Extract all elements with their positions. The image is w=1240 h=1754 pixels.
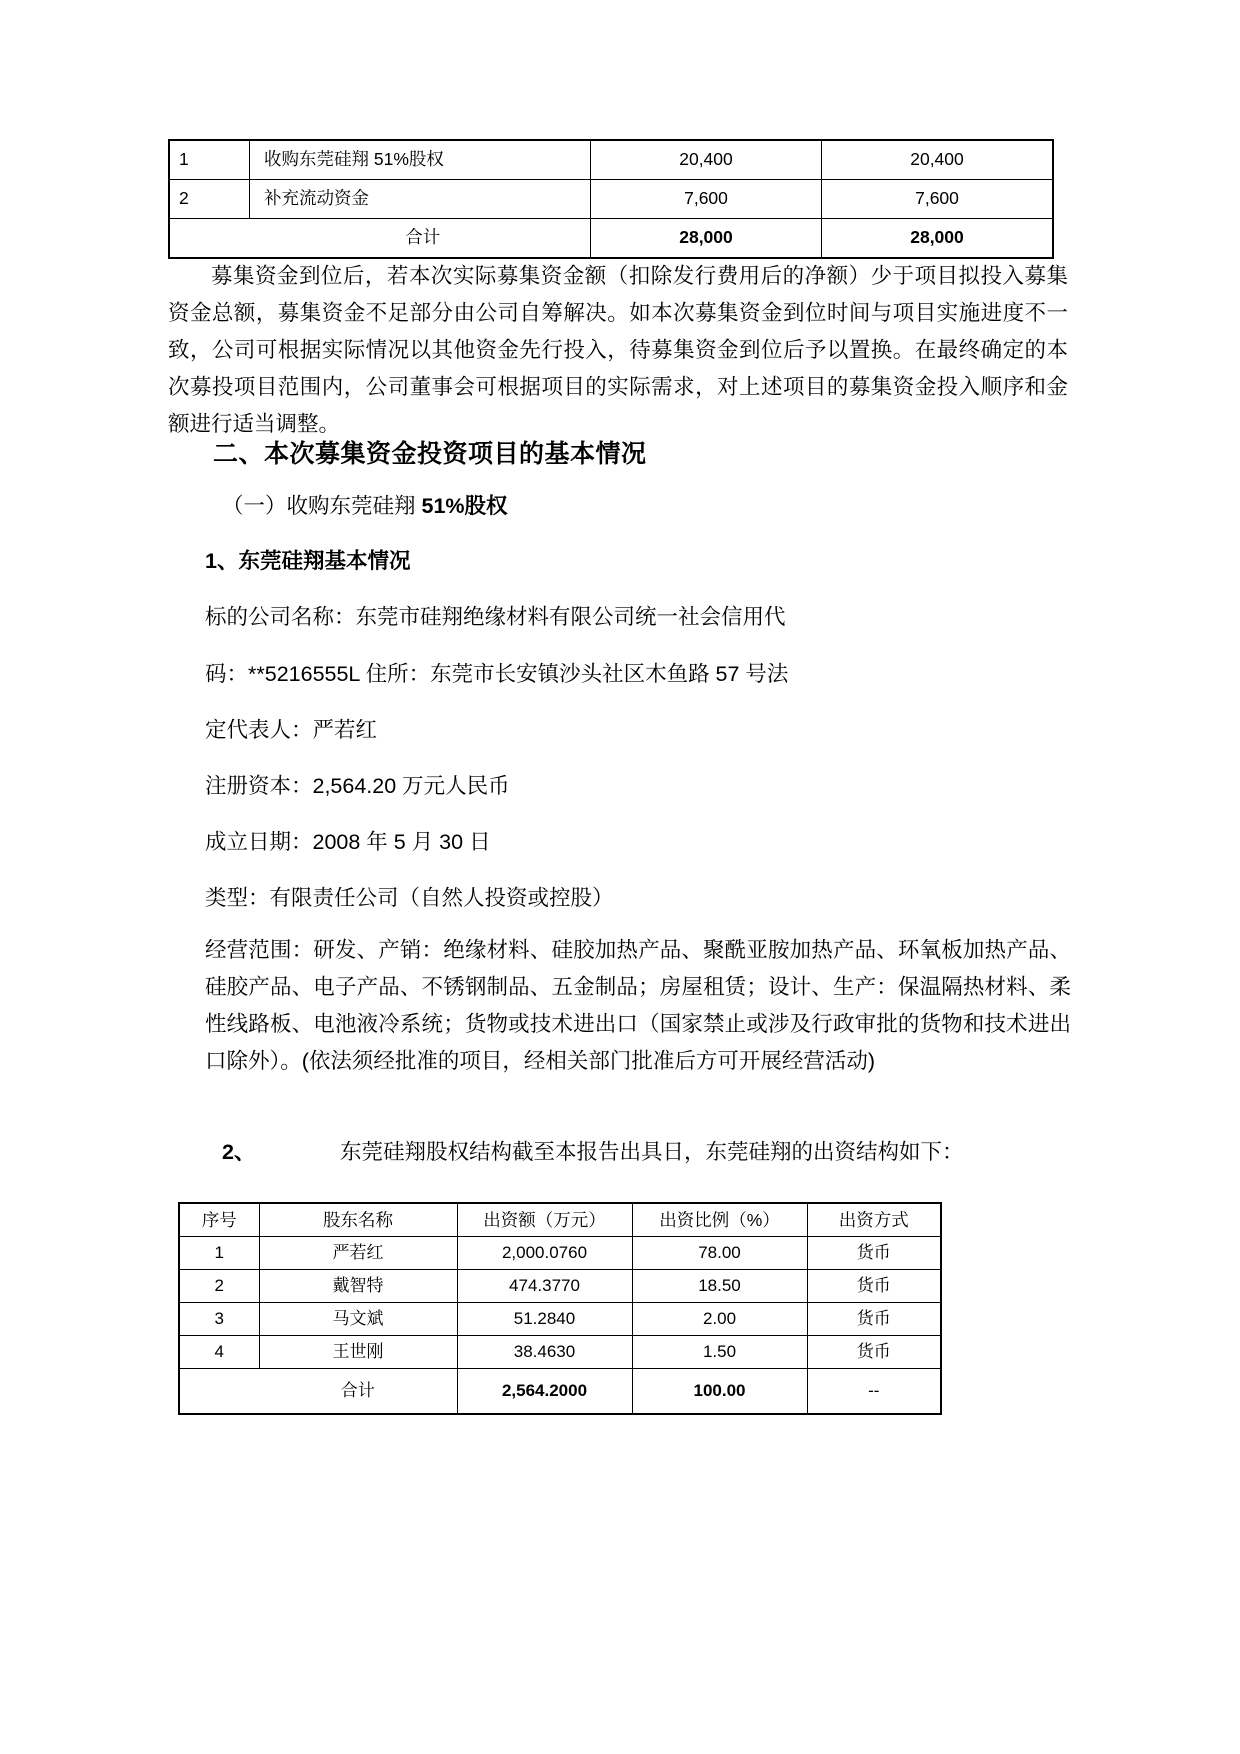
table-row <box>169 180 1053 219</box>
funds-row-no: 2 <box>169 180 250 219</box>
holder-amount: 2,000.0760 <box>457 1237 632 1270</box>
header-no: 序号 <box>179 1203 259 1237</box>
header-contribution-method: 出资方式 <box>807 1203 941 1237</box>
table-total-row <box>169 219 1053 259</box>
shareholder-table-container <box>178 1202 940 1415</box>
holder-no: 2 <box>179 1270 259 1303</box>
table-row <box>179 1270 941 1303</box>
funds-row-raised-funds: 20,400 <box>822 140 1054 180</box>
table-row <box>179 1303 941 1336</box>
holder-method: 货币 <box>807 1303 941 1336</box>
holder-no: 1 <box>179 1237 259 1270</box>
holder-name: 戴智特 <box>259 1270 457 1303</box>
holder-no: 4 <box>179 1336 259 1369</box>
item-two-number: 2、 <box>222 1140 256 1164</box>
company-type-line: 类型：有限责任公司（自然人投资或控股） <box>205 886 614 910</box>
holder-total-spacer <box>179 1369 259 1415</box>
item-two-line <box>222 1136 964 1168</box>
established-date-line: 成立日期：2008 年 5 月 30 日 <box>205 830 491 854</box>
header-shareholder-name: 股东名称 <box>259 1203 457 1237</box>
funds-total-label: 合计 <box>250 219 591 259</box>
holder-name: 马文斌 <box>259 1303 457 1336</box>
item-two-text: 东莞硅翔股权结构截至本报告出具日，东莞硅翔的出资结构如下： <box>340 1140 964 1164</box>
funds-row-total-investment: 7,600 <box>591 180 822 219</box>
funds-row-project: 补充流动资金 <box>250 180 591 219</box>
holder-total-label: 合计 <box>259 1369 457 1415</box>
holder-amount: 51.2840 <box>457 1303 632 1336</box>
holder-percent: 78.00 <box>632 1237 807 1270</box>
holder-method: 货币 <box>807 1336 941 1369</box>
shareholder-structure-table <box>178 1202 942 1415</box>
holder-total-amount: 2,564.2000 <box>457 1369 632 1415</box>
holder-method: 货币 <box>807 1270 941 1303</box>
funds-total-spacer <box>169 219 250 259</box>
subsection-one-bold: 51%股权 <box>421 494 508 518</box>
funds-row-total-investment: 20,400 <box>591 140 822 180</box>
holder-percent: 2.00 <box>632 1303 807 1336</box>
registered-capital-line: 注册资本：2,564.20 万元人民币 <box>205 774 510 798</box>
table-row <box>179 1237 941 1270</box>
table-total-row <box>179 1369 941 1415</box>
holder-amount: 474.3770 <box>457 1270 632 1303</box>
legal-representative-line: 定代表人：严若红 <box>205 718 378 742</box>
funds-row-project: 收购东莞硅翔 51%股权 <box>250 140 591 180</box>
company-name-line-1: 标的公司名称：东莞市硅翔绝缘材料有限公司统一社会信用代 <box>205 605 786 629</box>
funds-note-paragraph: 募集资金到位后，若本次实际募集资金额（扣除发行费用后的净额）少于项目拟投入募集资金总额，募集资金不足部分由公司自筹解决。如本次募集资金到位时间与项目实施进度不一致，公司可根据实际情况以其他资金先行投入，待募集资金到位后予以置换。在最终确定的本次募投项目范围内，公司董事会可根据项目的实际需求，对上述项目的募集资金投入顺序和金额进行适当调整。 <box>168 264 1068 436</box>
holder-percent: 18.50 <box>632 1270 807 1303</box>
company-name-line-2: 码：**5216555L 住所：东莞市长安镇沙头社区木鱼路 57 号法 <box>205 662 789 686</box>
subsection-one-heading <box>222 490 1082 522</box>
funds-row-no: 1 <box>169 140 250 180</box>
holder-method: 货币 <box>807 1237 941 1270</box>
header-contribution-amount: 出资额（万元） <box>457 1203 632 1237</box>
subsection-one-prefix: （一）收购东莞硅翔 <box>222 494 422 518</box>
funds-usage-table-container <box>168 139 976 259</box>
table-row <box>179 1336 941 1369</box>
holder-total-method: -- <box>807 1369 941 1415</box>
funds-row-raised-funds: 7,600 <box>822 180 1054 219</box>
holder-name: 王世刚 <box>259 1336 457 1369</box>
funds-total-raised: 28,000 <box>822 219 1054 259</box>
funds-usage-table <box>168 139 1054 259</box>
item-one-heading: 1、东莞硅翔基本情况 <box>205 549 411 573</box>
holder-amount: 38.4630 <box>457 1336 632 1369</box>
table-header-row <box>179 1203 941 1237</box>
business-scope-paragraph: 经营范围：研发、产销：绝缘材料、硅胶加热产品、聚酰亚胺加热产品、环氧板加热产品、硅胶产品、电子产品、不锈钢制品、五金制品；房屋租赁；设计、生产：保温隔热材料、柔性线路板、电池液冷系统；货物或技术进出口（国家禁止或涉及行政审批的货物和技术进出口除外）。(依法须经批准的项目，经相关部门批准后方可开展经营活动) <box>205 938 1071 1073</box>
holder-total-percent: 100.00 <box>632 1369 807 1415</box>
holder-percent: 1.50 <box>632 1336 807 1369</box>
holder-name: 严若红 <box>259 1237 457 1270</box>
table-row <box>169 140 1053 180</box>
header-contribution-percent: 出资比例（%） <box>632 1203 807 1237</box>
funds-total-investment: 28,000 <box>591 219 822 259</box>
section-two-heading: 二、本次募集资金投资项目的基本情况 <box>213 440 647 468</box>
holder-no: 3 <box>179 1303 259 1336</box>
